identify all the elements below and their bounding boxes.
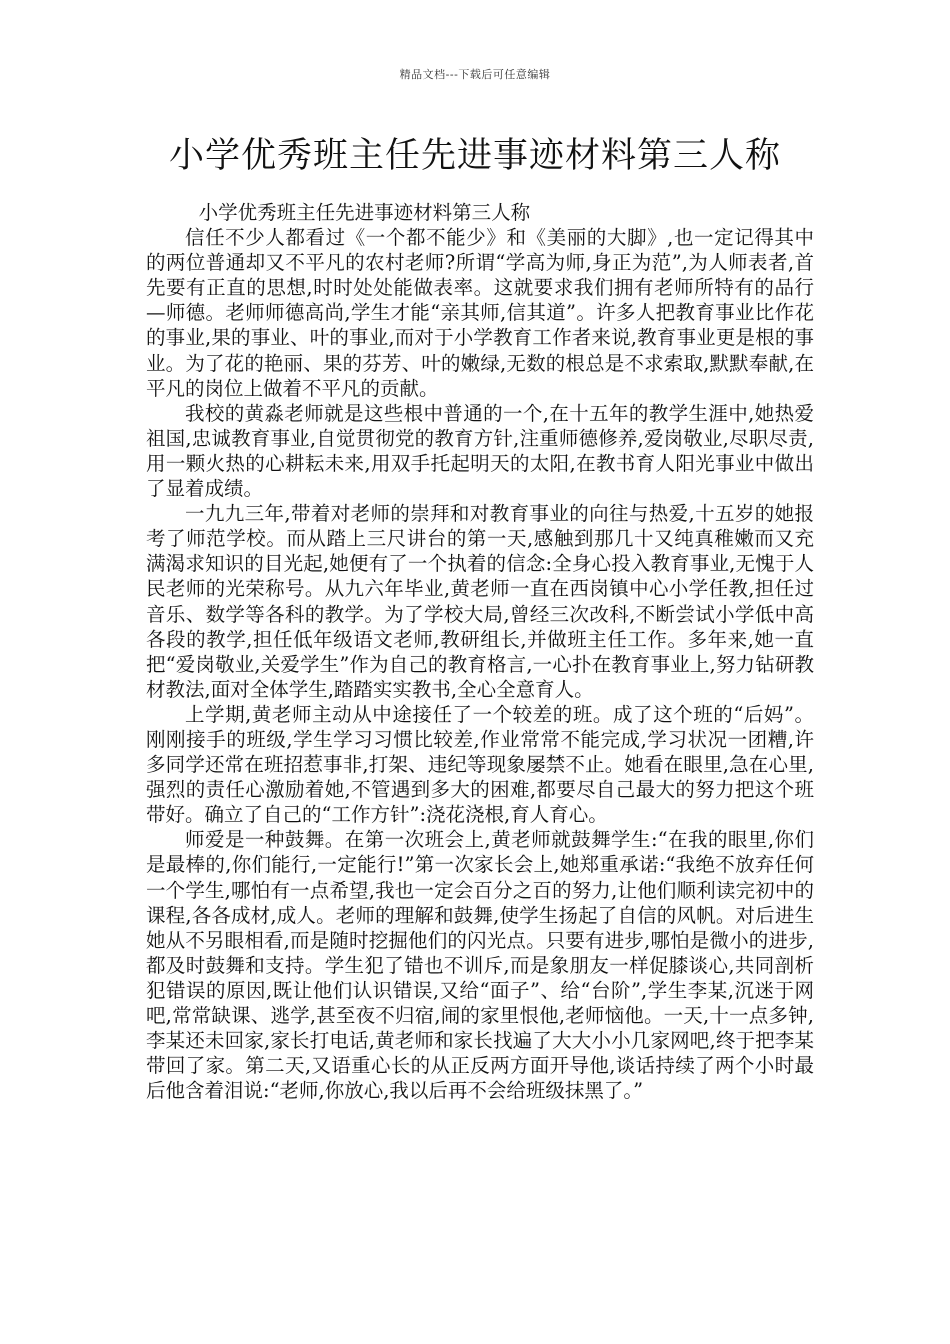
paragraph: 师爱是一种鼓舞。在第一次班会上,黄老师就鼓舞学生:“在我的眼里,你们是最棒的,你们能行,一定能行!”第一次家长会上,她郑重承诺:“我绝不放弃任何一个学生,哪怕有一点希望,我也一定会百分之百的努力,让他们顺利读完初中的课程,各各成材,成人。老师的理解和鼓舞,使学生扬起了自信的风帆。对后进生她从不另眼相看,而是随时挖掘他们的闪光点。只要有进步,哪怕是微小的进步,都及时鼓舞和支持。学生犯了错也不训斥,而是象朋友一样促膝谈心,共同剖析犯错误的原因,既让他们认识错误,又给“面子”、给“台阶”,学生李某,沉迷于网吧,常常缺课、逃学,甚至夜不归宿,闹的家里恨他,老师恼他。一天,十一点多钟,李某还未回家,家长打电话,黄老师和家长找遍了大大小小几家网吧,终于把李某带回了家。第二天,又语重心长的从正反两方面开导他,谈话持续了两个小时最后他含着泪说:“老师,你放心,我以后再不会给班级抹黑了。” (146, 828, 814, 1103)
document-subtitle: 小学优秀班主任先进事迹材料第三人称 (198, 201, 531, 224)
paragraph: 一九九三年,带着对老师的崇拜和对教育事业的向往与热爱,十五岁的她报考了师范学校。而从踏上三尺讲台的第一天,感触到那几十又纯真稚嫩而又充满渴求知识的目光起,她便有了一个执着的信念:全身心投入教育事业,无愧于人民老师的光荣称号。从九六年毕业,黄老师一直在西岗镇中心小学任教,担任过音乐、数学等各科的教学。为了学校大局,曾经三次改科,不断尝试小学低中高各段的教学,担任低年级语文老师,教研组长,并做班主任工作。多年来,她一直把“爱岗敬业,关爱学生”作为自己的教育格言,一心扑在教育事业上,努力钻研教材教法,面对全体学生,踏踏实实教书,全心全意育人。 (146, 502, 814, 701)
paragraph: 我校的黄淼老师就是这些根中普通的一个,在十五年的教学生涯中,她热爱祖国,忠诚教育事业,自觉贯彻党的教育方针,注重师德修养,爱岗敬业,尽职尽责,用一颗火热的心耕耘未来,用双手托起明天的太阳,在教书育人阳光事业中做出了显着成绩。 (146, 401, 814, 501)
header-note: 精品文档---下载后可任意编辑 (399, 68, 551, 81)
document-title: 小学优秀班主任先进事迹材料第三人称 (168, 136, 781, 176)
paragraph: 信任不少人都看过《一个都不能少》和《美丽的大脚》,也一定记得其中的两位普通却又不平凡的农村老师?所谓“学高为师,身正为范”,为人师表者,首先要有正直的思想,时时处处能做表率。这就要求我们拥有老师所特有的品行—师德。老师师德高尚,学生才能“亲其师,信其道”。许多人把教育事业比作花的事业,果的事业、叶的事业,而对于小学教育工作者来说,教育事业更是根的事业。为了花的艳丽、果的芬芳、叶的嫩绿,无数的根总是不求索取,默默奉献,在平凡的岗位上做着不平凡的贡献。 (146, 226, 814, 400)
document-body (146, 200, 814, 1103)
paragraph: 上学期,黄老师主动从中途接任了一个较差的班。成了这个班的“后妈”。刚刚接手的班级,学生学习习惯比较差,作业常常不能完成,学习状况一团糟,许多同学还常在班招惹事非,打架、违纪等现象屡禁不止。她看在眼里,急在心里,强烈的责任心激励着她,不管遇到多大的困难,都要尽自己最大的努力把这个班带好。确立了自己的“工作方针”:浇花浇根,育人育心。 (146, 702, 814, 827)
